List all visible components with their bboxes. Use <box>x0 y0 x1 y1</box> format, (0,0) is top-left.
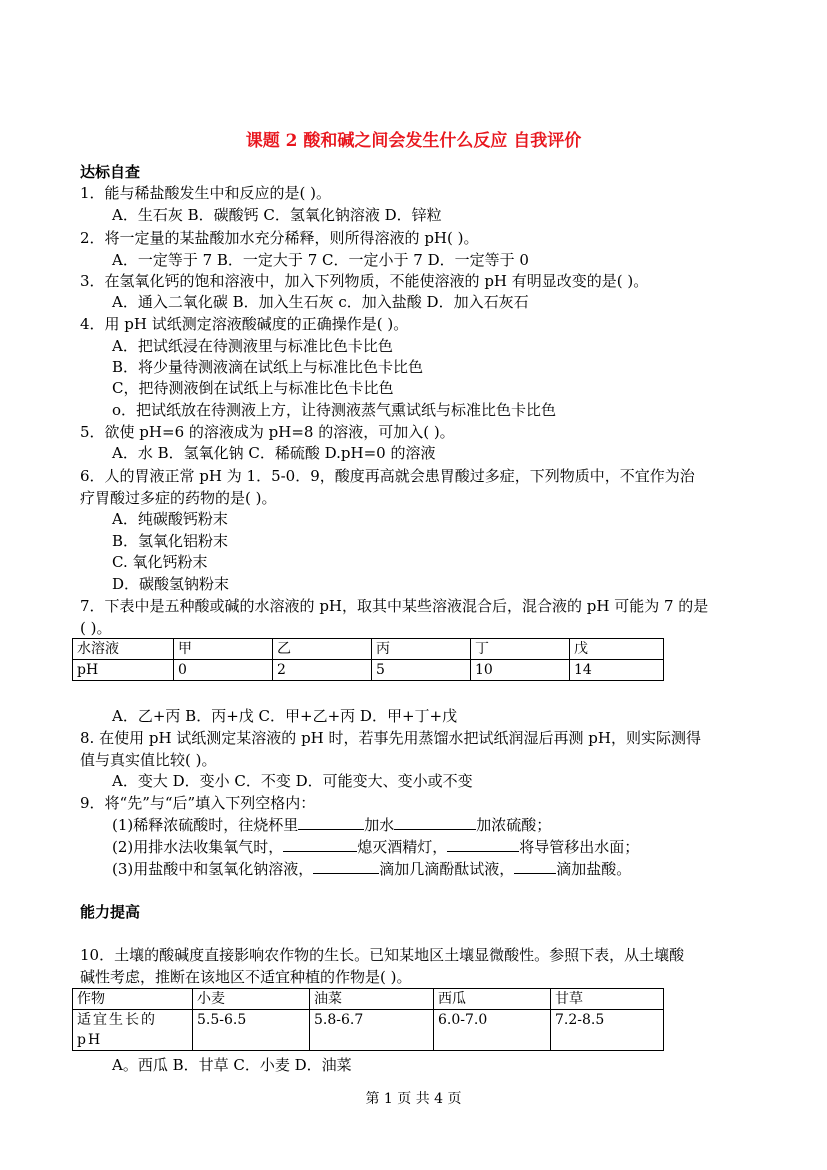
question-3-options: A．通入二氧化碳 B．加入生石灰 c．加入盐酸 D．加入石灰石 <box>112 293 529 311</box>
answer-blank[interactable] <box>514 859 556 874</box>
question-9-line-3: (3)用盐酸中和氢氧化钠溶液， 滴加几滴酚酞试液， 滴加盐酸。 <box>112 860 632 878</box>
table-cell: 0 <box>174 660 273 681</box>
question-6-option-b: B．氢氧化铝粉末 <box>112 532 229 550</box>
section-heading-advanced: 能力提高 <box>80 903 141 921</box>
question-9-line-2: (2)用排水法收集氧气时， 熄灭酒精灯， 将导管移出水面； <box>112 838 640 856</box>
answer-blank[interactable] <box>283 837 357 852</box>
table-cell: 7.2-8.5 <box>551 1010 664 1051</box>
question-6-option-c: C. 氧化钙粉末 <box>112 553 208 571</box>
question-7-options: A．乙+丙 B．丙+戊 C．甲+乙+丙 D．甲+丁+戊 <box>112 707 458 725</box>
question-9-stem: 9．将“先”与“后”填入下列空格内： <box>80 794 316 812</box>
question-8-options: A．变大 D．变小 C．不变 D．可能变大、变小或不变 <box>112 772 473 790</box>
question-1-options: A．生石灰 B．碳酸钙 C．氢氧化钠溶液 D．锌粒 <box>112 206 442 224</box>
table-cell: 小麦 <box>193 989 310 1010</box>
table-row <box>73 639 664 660</box>
question-10-stem-line2: 碱性考虑，推断在该地区不适宜种植的作物是( )。 <box>80 968 412 986</box>
question-3-stem: 3．在氢氧化钙的饱和溶液中，加入下列物质，不能使溶液的 pH 有明显改变的是( )。 <box>80 272 649 290</box>
table-cell: 5.5-6.5 <box>193 1010 310 1051</box>
table-row <box>73 1010 664 1051</box>
question-4-option-b: B．将少量待测液滴在试纸上与标准比色卡比色 <box>112 358 424 376</box>
question-4-option-c: C，把待测液倒在试纸上与标准比色卡比色 <box>112 379 394 397</box>
ph-table <box>72 638 664 681</box>
question-7-stem-line1: 7．下表中是五种酸或碱的水溶液的 pH，取其中某些溶液混合后，混合液的 pH 可能为 7 的是 <box>80 597 709 615</box>
table-cell: 西瓜 <box>434 989 551 1010</box>
table-row <box>73 660 664 681</box>
question-10-options: A。西瓜 B．甘草 C．小麦 D．油菜 <box>112 1056 352 1074</box>
table-cell: 甲 <box>174 639 273 660</box>
question-4-option-d: o．把试纸放在待测液上方，让待测液蒸气熏试纸与标准比色卡比色 <box>112 401 557 419</box>
question-9-line-1: (1)稀释浓硫酸时，往烧杯里 加水 加浓硫酸； <box>112 816 552 834</box>
question-5-stem: 5．欲使 pH=6 的溶液成为 pH=8 的溶液，可加入( )。 <box>80 423 455 441</box>
answer-blank[interactable] <box>394 815 476 830</box>
question-4-option-a: A．把试纸浸在待测液里与标准比色卡比色 <box>112 337 393 355</box>
table-cell: 2 <box>273 660 372 681</box>
table-cell: 5.8-6.7 <box>310 1010 434 1051</box>
section-heading-basic: 达标自查 <box>80 163 141 181</box>
table-cell: 戊 <box>570 639 664 660</box>
question-8-stem-line1: 8. 在使用 pH 试纸测定某溶液的 pH 时，若事先用蒸馏水把试纸润湿后再测 pH，则实际测得 <box>80 729 701 747</box>
answer-blank[interactable] <box>313 859 379 874</box>
answer-blank[interactable] <box>447 837 519 852</box>
table-cell: 6.0-7.0 <box>434 1010 551 1051</box>
table-row <box>73 989 664 1010</box>
table-cell: 油菜 <box>310 989 434 1010</box>
table-cell: 水溶液 <box>73 639 174 660</box>
page-title: 课题 2 酸和碱之间会发生什么反应 自我评价 <box>245 131 582 151</box>
table-cell: 14 <box>570 660 664 681</box>
question-6-stem-line1: 6．人的胃液正常 pH 为 1．5-0．9，酸度再高就会患胃酸过多症，下列物质中，不宜作为治 <box>80 467 695 485</box>
question-7-stem-line2: ( )。 <box>80 619 112 637</box>
table-cell: 甘草 <box>551 989 664 1010</box>
table-cell: 乙 <box>273 639 372 660</box>
question-6-stem-line2: 疗胃酸过多症的药物的是( )。 <box>80 489 277 507</box>
question-2-options: A．一定等于 7 B．一定大于 7 C．一定小于 7 D．一定等于 0 <box>112 251 529 269</box>
table-cell: 作物 <box>73 989 193 1010</box>
question-10-stem-line1: 10．土壤的酸碱度直接影响农作物的生长。已知某地区土壤显微酸性。参照下表，从土壤酸 <box>80 946 685 964</box>
table-cell: 适宜生长的 pH <box>73 1010 193 1051</box>
question-4-stem: 4．用 pH 试纸测定溶液酸碱度的正确操作是( )。 <box>80 315 409 333</box>
table-cell: 10 <box>471 660 570 681</box>
crop-ph-table <box>72 988 664 1051</box>
table-cell: 丙 <box>372 639 471 660</box>
question-2-stem: 2．将一定量的某盐酸加水充分稀释，则所得溶液的 pH( )。 <box>80 229 479 247</box>
table-cell: pH <box>73 660 174 681</box>
answer-blank[interactable] <box>298 815 364 830</box>
table-cell: 5 <box>372 660 471 681</box>
question-6-option-d: D．碳酸氢钠粉末 <box>112 575 230 593</box>
question-5-options: A．水 B．氢氧化钠 C．稀硫酸 D.pH=0 的溶液 <box>112 444 436 462</box>
question-8-stem-line2: 值与真实值比较( )。 <box>80 751 217 769</box>
page-footer: 第 1 页 共 4 页 <box>365 1091 462 1107</box>
question-1-stem: 1．能与稀盐酸发生中和反应的是( )。 <box>80 184 332 202</box>
table-cell: 丁 <box>471 639 570 660</box>
question-6-option-a: A．纯碳酸钙粉末 <box>112 510 228 528</box>
